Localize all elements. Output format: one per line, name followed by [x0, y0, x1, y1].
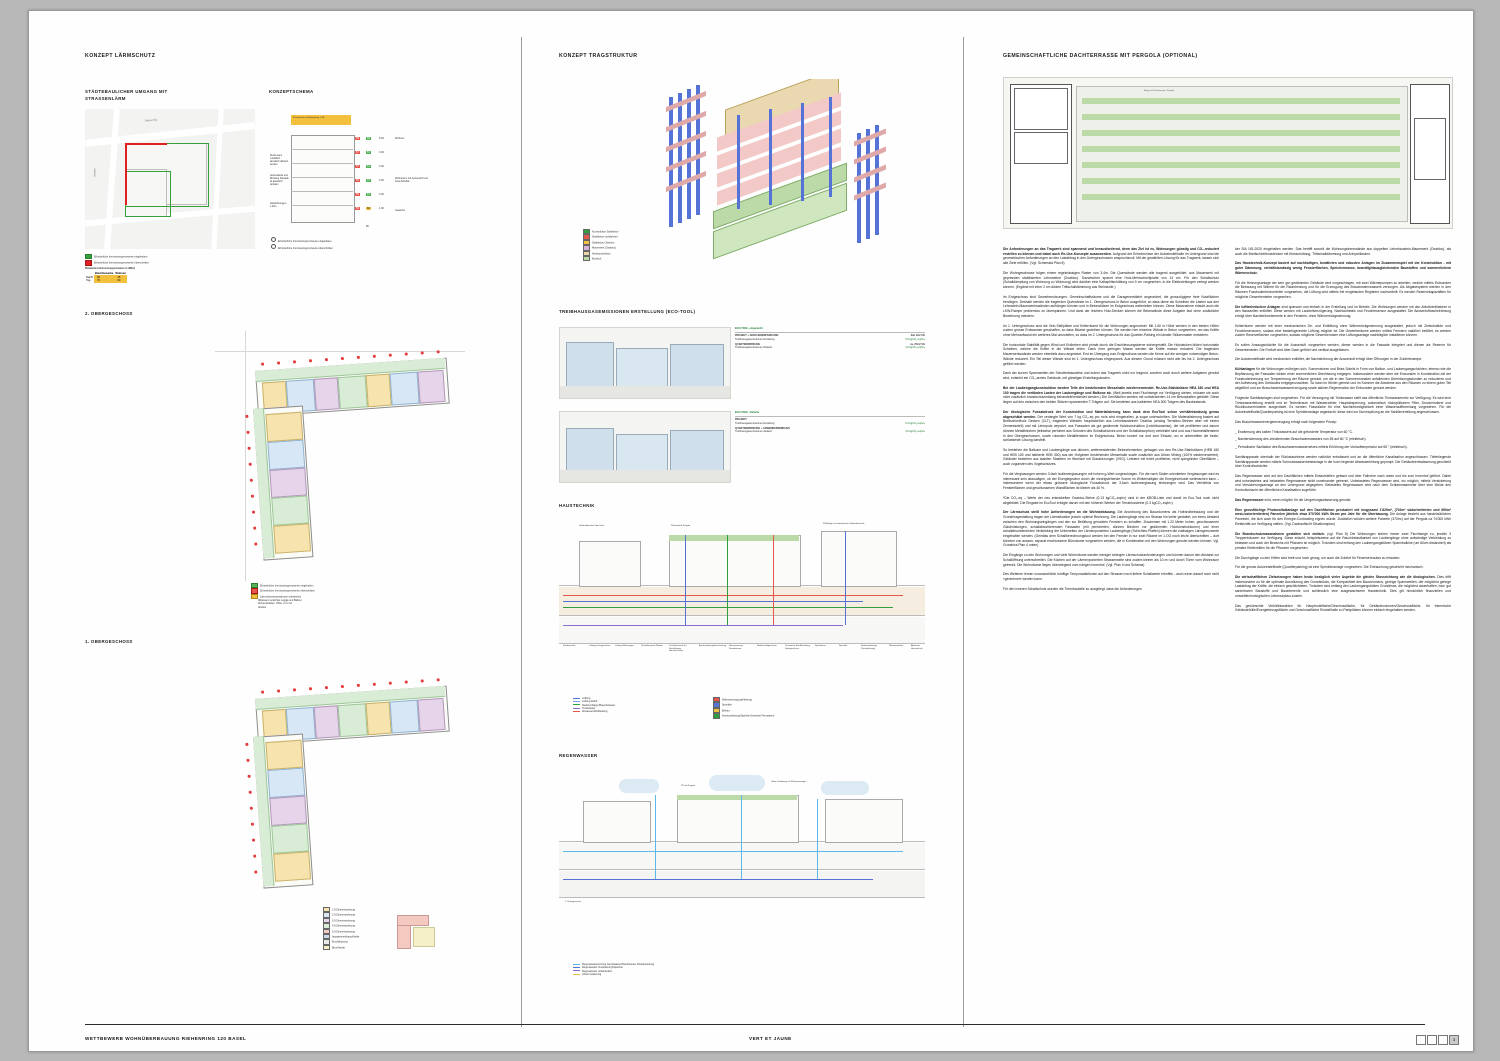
right-text-col-2: der SIA 181:2020 eingehalten werden. Das betrifft sowohl die Wohnungstrennwände aus doppelten Lehmbaustein-Mauerwerk (Oxabloc), als auch die Brettschichtholzdecken mit Kiesschüttung, Trittschalldämmung und Anhydritboden. Das Haustechnik-Konzept basiert auf nachhaltigen, bewährten und robusten Anlagen im Zusammenspiel mit der Konstruktion - mit guter Dämmung, verhältnismässig wenig Fensterflächen, Speichermasse, brandtightausgleichenden Baustoffen und sommerlichem Wärmeschutz. Für die Heizungsanlage der sehr gut gedämmten Gebäude wird vorgeschlagen, mit zwei Wärmepumpen zu arbeiten, welche mittels Erdsonden die Bebauung mit Wärme für die Raumheizung und für die Erzeugung des Brauchwarmwassers versorgen. Als Abgabesystem werden in den Räumen Fussbodenheizverteiler vorgesehen, die Lüftung wird mittels frei eingebauten Registern nachverteilt. Es werden Reservekapazitäten für mögliche Gewerbemieter vorgesehen. Die lufttechnischen Anlagen sind sparsam und einfach in der Erstellung und im Betrieb. Die Wohnungen werden mit den Abluftventilatoren in den Nasszellen entlüftet. Diese werden mit Laufzeitverzögerung, Nachlaufrelais und Feuchtesensor ausgestattet. Die Aussenluftnachströmung erfolgt über Nachströmelemente in den Fenstern, ohne Wärmerückgewinnung. Kellerräume werden mit einer mechanischen De- und Entlüftung ohne Wärmerückgewinnung ausgestattet, jedoch mit Zeitschaltuhr und Feuchtesensoren, sodass eine bedarfsgerechte Lüftung möglich ist. Die Gewerberäume werden mittels Fenstern natürlich belüftet, es werden zudem Reserveflächen vorgesehen, sodass mögliche Gewerbenutzer eine Lüftungsanlage nachträglich installieren können. Es sollen Ansaugschächte für die Aussenluft vorgesehen werden, dieser werden in die Fassade integriert und dienen als Reserve für Gewerbemieter. Die Fortluft wird über Dach geführt und vertikal ausgeblasen. Die Autoeinstellhalle wird mechanisch entlüftet, die Nachströmung der Aussenluft erfolgt über Öffnungen in der Zufahrtsrampe. Kühlanlagen für die Wohnungen erübrigen sich. Sonnenstoren und Brise-Soleils in Form von Balkon- und Laubengangschichten, ebenso wie die Bepflanzung der Fassaden wirken einer sommerlichen Überhitzung entgegen. Insbesondere werden aber die Erdsonden in Kombination mit der Fussbodenheizung zur Temperierung der Räume genutzt, um die in den Sommermonaten anfallenden Überhitzungsstunden zu reduzieren und der Aufheizung des Gebäudes entgegenzuwirken. So kann im Winter geheizt und im Sommer die Abwärme aus den Räumen zu einem guten Teil abgeführt und zur Brauchwarmwassererzeugung sowie aktiven Regeneration der Erdsonden genutzt werden. Folgende Sanitäranlagen sind vorgesehen. Für die Versorgung mit Trinkwasser stellt das öffentliche Trinkwassernetz zur Verfügung. Es wird eine Trinkwasserleitung erstellt und im Technikraum mit Wasserzähler, Hauptabsperrung, automatisch rückspülbarem Filter, Druckminderer und Rückflussverhinderer ausgerüstet. Es werden Fassstücke für eine Nachtrinkmöglichkeit einer Wasserauffbereitung vorgesehen. Für die Autoeinstellhalle/Quartierparking ist eine Sprinkleranlage angedacht, diese wird zur Durchspülung an die Sanitärverteilung angeschlossen. Das Brauchwasserenergieerzeugung erfolgt nach folgendem Prinzip: _ Erwärmung des kalten Trinkwassers auf die geforderte Temperatur von 60 °C. _ Nacherwärmung des zirkulierenden Brauchwarmwassers von 55 auf 60 °C (elektrisch). _ Periodische Sanitation des Brauchwarmwassernetzes mittels Erhöhung der Vorlauftemperatur auf 65 ° (elektrisch). Sanitärapparate oberhalb der Rückstauebene werden natürlich entwässert und an die öffentliche Kanalisation angeschlossen. Tieferliegende Sanitärapparate werden mittels Schmutzwasserhebeanlage in die hoch liegende Abwasserleitung gepumpt. Die Gebäudeentwässerung geschieht über Kontrollschächte. Das Regenwasser wird auf den Dachflächen mittels Einlaufstellen gefasst und über Fallrohre nach unten und bis zum Innenhof geführt. Dabei wird unbelastetes und belastetes Regenwasser strikt voneinander getrennt. Unbelastetes Regenwasser wird, wo möglich, mittels Versickerung und Versickerungsanlage an den Untergrund abgegeben. Belastetes Regenwasser wird nach dem Schlammsammler über eine Mulde den Kontrollschacht der öffentlichen Kanalisation zugeführt. Das Regenwasser wird, wenn möglich für die Umgebungswässerung genutzt. Eine grossflächige Photovoltaikanlage auf den Dachflächen produziert mit insgesamt 1'829m², (702m² südorientierten und 690m² west-/ostorientierten) Paneelen jährlich etwa 370'000 kWh Strom pro Jahr für die Überbauung. Die Anlage besteht aus handelsüblichen Paneelen, die sich auch für den Energie-Contracting eignen würde. Zusätzlich würden weitere Paneele (370m²) auf der Pergola ca 74'000 kWh Elektrizität zur Verfügung stellen. (Vgl. Dachaufsicht Situationsplan) Die Brandschutzmassnahmen gestalten sich einfach. (vgl. Plan 8) Die Wohnungen stehen immer zwei Fluchtwege zu, jeweils 3 Treppenhäusern zur Verfügung. Diese erlaubt, beispielsweise auf die Rauchbelastbarkeit von Laubengänge ohne aufwändige Verkleidung zu belassen und auch der Bewuchs mit Pflanzen ist möglich. Trotzdem sind entlang den Laubengangstützen Spannbalkine (um 60cm distanziert) als primäre Kletterhilfen für die Pflanzen vorgesehen. Die Durchgänge zu den Höfen sind breit und hoch genug, um auch die Zufahrt für Feuerwehrautos zu erlauben. Für die grosse Autoeinstellhalle (Quartierparking) ist eine Sprinkleranlage vorgesehen. Die Entrauchung geschieht mechanisch. Die wirtschaftlichen Zielsetzungen haben heute bezüglich vieler Aspekte die gleiche Stossrichtung wie die ökologischen. Dies trifft insbesondere zu für die optimale Ausnützung des Grundstücks, die Kompaktheit des Bauvolumens, geringe Spannweiten, der möglichst geringe Lastabtrag der Kräfte, die einfach geschlichteten, Trotzdem sind entlang den Laubengangstützen Grundrisse, die möglichst dauerhaften, bzw. gut sanierbaren Baustoffe und Bauelemente und schliesslich eine ausgewachsene Haustechnik. Dies gilt hinsichtlich finanziellen und umwelttechnologischen Lebenszyklus-kosten. Das gewünschte Verhältniszahlen für Hauptnutzfläche/Geschossfläche, für Gebäudevolumen/Geschossfläche, für thermische Gebäudehülle/Energiebezugsfläche und Geschossfläche Einstellhalle zu Parkplätzen können einfach eingehalten werden. [1235, 247, 1452, 613]
roof-terrace-plan: Etage mit Dachterrasse, Pergola [1003, 77, 1453, 229]
thg-table-2: ECO-TOOL, Variante PROJEKT Treibhausgasemissionen Erstellung 6.4 kgCO₂-eq/m²ₐ QUARTIERWIRKUNG + ANWENDERWIRKUNG Treibhausgasemissionen Zielwert 3.9 kgCO₂-eq/m²ₐ [735, 411, 925, 433]
left-sub2: KONZEPTSCHEMA [269, 89, 314, 94]
right-text-col-1: Die Anforderungen an das Tragwerk sind spannend und herausfordernd, denn das Ziel ist es, Wohnungen günstig und CO₂-reduziert erstellen zu können und dabei auch Re-Use-Konzepte auszuwerden. Aufgrund der Erfordernisse der Autoeinstellhalle im Untergrund sind die geometrischen Anforderungen an den Lastabtrag in den Untergeschossen anspruchsvoll. Mit der gewählten Lösung für das Tragwerk, lassen sich alle Ziele erfüllen. (Vgl. Schemata Plan 8) Die Wohngeschosse folgen einem regelmässigen Raster von 3.4m. Die Querwände werden alle tragend ausgebildet, aus Mauerwerk mit gepressten stabilisierten Lehmsteine (Oxabloc). Dazwischen spannt eine Holz-Mehrschichtplatte von 14 cm. Für den Schallschutz (Schalldämpfung von Wohnung zu Wohnung) wird darüber eine Kalksplittschüttung von 9 cm vorgesehen, in die Elektroleitungen verlegt werden können. (Ergänzt mit einer 2 cm dicken Trittschalldämmung aus Steinwolle.) Im Erdgeschoss sind Gewerbenutzungen, Gemeinschaftsräume und die Garagenerstfahrt angeordnet, die grosszügigere freie Nutzflächen benötigen. Deshalb werden die tragenden Querwände im 1. Obergeschoss in Beton ausgeführt, so dass diese als Scheiben die Lasten aus den Lehmstein-Mauerwerkswänden aufhängen können und in Betonstützen im Erdgeschoss weiterleiten können. Diese Massnahme erlaubt auch die LKW-Rampe problemlos zu überspannen. Und dank der leichten Holz-Decken können die Betonwände diese Aufgabe fast ohne zusätzliche Bewehrung meistern. Im 1. Untergeschoss sind die Velo-Stellplätze und Kellerräume für die Wohnungen angeordnet. Mit 1.60 m Höhe werden in den beiden Höfen zudem grosse Erdwannen geschaffen, so dass Bäume gedeihen können. Sie werden hier einzelne Wände in Beton vorgesehen, um das Kräfte ohne Mehraufwand ein weiteres Mal umzuleiten, so dass im 2. Untergeschoss für das Quartier-Parking ein idealer Stützenraster entstehen. Die horizontale Stabilität gegen Wind und Erdbeben wird primär durch die Erschliessungskerne sichergestellt. Die Holzdecken bilden horizontale Scheiben, welche die Kräfte in die Wände leiten. Dank ihrer geringen Masse werden die Kräfte massiv reduziert. Die tragenden Mauerwerkswände werden ebenfalls dazu angesetzt. Erst im Übergang zum Erdgeschoss werden die Kerne auf die wenigen notwendigen Beton-Wände reduziert. Ein Teil dieser Wände sind im 1. Untergeschoss eingespannt. Aus diesem Grund müssen nicht alle bis ins 2. Untergeschoss geführt werden. Dank der kurzen Spannweiten der Schottenbauweise und indem das Tragwerk nicht nur tragend, sondern auch durch weitere Aufgaben genutzt wird, entsteht ein CO₂-armes Gebäude, mit günstigen Erstellungskosten. Bei der Laubengangkonstruktion werden Teile der bestehenden Messehalle wiederverwendet. Re-Use-Stahlstützen HEA 160 und HEA 100 tragen die vertikalen Lasten der Laubengänge und Balkone ab. (Weil jeweils zwei Fluchtwege zur Verfügung stehen, müssen sie auch nicht zusätzlich brandschutzmässig behandelt/verkleidet werden.) Die Geniflächen werden mit vorfabrizierten 14 cm Betonplatten gebildet. Diese liegen auf den zwischen den beiden Stützen spannenden T-Trägern auf. Sie bestehen aus halbierten HEA 300 Trägern des Baubestands. Der ökologische Fussabdruck der Konstruktion und Materialisierung kann dank dem EcoTool schon verhältnismässig genau abgeschätzt werden. Der verlangte Wert von 7 kg CO₂-eq pro m²/a wird eingehalten, ja sogar unterschritten. Die Materialisierung basiert auf Brettschichtholz Decken (CLT), tragenden Wänden hauptsächlich aus Lehmbausteinen Oxabloc (analog Terrabloc-Steinen aber mit einem Zementanteil) und mit Lehmputz verputzt, aus Fassaden als gut gedämmte Holzkonstruktion (Leichtbauweise), die mit profilierten und darum dünnen Metallblechen (teilweise perforiert aus Gründen des Schallschutzes und der Schallabsorption) verkleidet sind und aus Holzmetallfenstern in den Obergeschossen, sowie robusten Metallfenstern im Erdgeschoss. Beton kommt nur dort zum Einsatz, wo er unbestritten die beste, schlankeste Lösung darstellt. So bestehen die Balkone und Laubengänge aus dünnen, wetterresistenten Betonelementen, getragen von den Re-Use-Stahlstützen (HEB 180 und HEB 100 und halbierte HEB 300) aus der Hofgeben bestehender Messehalle sowie zusätzlich aus Urban Mining (100% wiederverwertet). Geländer bestehen aus stabilen Staketen im Wechsel mit Glaskürzungen (VSG). Letztere mit leicht profilierter, nicht spiegelnder Oberfläche – auch zugunsten des Vogelschutzes. Für die Verglasungen werden 3-fach Isolierverglasungen mit hohem g-Wert vorgeschlagen. Für die nach Süden orientierten Verglasungen wird es interessant sein abzuwägen, ob der Energiegewinn durch die niedrigstehende Sonne im Winterhalbjahr die Energieverluste wettmachen kann – insbesondere wenn der etwas grössere ökologische Fussabdruck der 3-fach Isolierverglasung einbezogen wird. Das Verhältnis von Fensterflächen und geschlossenen Wandflächen ist kleiner als 40 %. *Die CO₂-eq – Werte der neu entwickelten Oxabloc-Steine (0.13 kgCO₂-eq/m²) sind in der KBOB-Liste und damit im Eco-Tool noch nicht abgebildet. Die Eingabe im EcoTool erfolgte darum mit den höheren Werten der Terrablocsteine (0.3 kgCO₂-eq/m²). Der Lärmschutz stellt hohe Anforderungen an die Wohnbebauung. Die Anordnung des Bauvolumens als Hofrandbebauung und die Grundrissgestaltung tragen der Lärmsituation jedoch optimal Rechnung. Die Laubengänge sind zur Strasse hin keller gestaltet, um einen Abstand zwischen den Wohnungseingängen und den zur Belüftung genutzten Fenstern zu schaffen. Zusammen mit 1.20 Meter hohen, geschlossenen Glasbrüstungen, schallabsorbierenden Fassaden (mit perforierten, dünnen Blechen vor gedämmten Holzkonstruktionen) und einer schallabsorbierenden Verkleidung der Unterseiten der Lärmexponierten Laubengänge (Schichtes-Platten) können die zulässigen Lärmgrenzwerte eingehalten werden. (Gemäss dem Schallberechnungstool werden bei den Fenster in nur zwei Räume im 1.OG noch leicht überschritten – dort könnten von aussen, separat erschlossene Büroräume vorgesehen werden, die in Kombination mit den Wohnungen genutzt werden können. Vgl. Grundriss Plan 4 unten) Die Eingänge zu den Wohnungen und viele Wohnräume werden weniger strengen Lärmschutzanforderungen und können darum den Abstand zur Schallöffnung unterschreiten. Die Küchen auf der Lärmexponierten Strassenseite sind zudem kleiner als 10 m² und durch Türen vom Wohnraum getrennt. Die Wohnräume liegen überwiegend zum ruhigen Innenhof. (Vgl. Plan 4 und Schema) Des Weiteren lernen voraussichtlich künftige Temporadaktionen auf den Strassen noch tiefere Schallwerte erhoffen - auch wenn darauf noch nicht «gerechnet» werden kann. Für den inneren Schallschutz wurden die Trennbauteile so ausgelegt, dass die Anforderungen [1003, 247, 1220, 591]
haustechnik-legend-right: Wärmeerzeugung/Heizung Sprinkler Elektro Ausstossleitung/Sprinkler/Gewerbe Fernwärme [713, 697, 853, 719]
page-indicator [1416, 1035, 1459, 1045]
haustechnik-section: Kernbereiche Lüftung Untergeschoss Lüftung Wohnungen Technikzentrale Wärme Technikzentrale für Verteilleitung Hausanschluss Ausstossleitung/Versickerung Überspannung Grundwasser Niederschlagswasser Technische Ein-/Ausleitung Untergeschoss Spritzbeton Sprinkler Erdwärmebeitrag (Zentralleitung) Wärmeverteiler Abwasser Haustechnik Gebäudetechnik über Dach Photovoltaik Pergola PV-Anlage auf zentralisierte Gebäudetechnik [559, 521, 925, 691]
scheme-right-values: 59 57 57 57 57 60 [367, 137, 370, 210]
unit-legend: 1.5-Zimmerwohnung 2.5-Zimmerwohnung 3.5-Zimmerwohnung 4.5-Zimmerwohnung 5.5-Zimmerwohnung Appartementhaus/Atelier Erschliessung Büro/Atelier [323, 907, 360, 950]
regenwasser-title: REGENWASSER [559, 753, 598, 758]
floorplan-1og [85, 659, 485, 919]
footer-motto: VERT ET JAUNE [749, 1036, 792, 1041]
page-box-1 [1416, 1035, 1426, 1045]
noise-legend: Erforderliche Immissionsgrenzwerte eingehalten Erforderliche Immissionsgrenzwerte überschritten [85, 254, 149, 266]
left-sub1: STÄDTEBAULICHER UMGANG MIT STRASSENLÄRM [85, 89, 168, 101]
page-box-3 [1438, 1035, 1448, 1045]
regenwasser-legend: Regenwassernutzung Grundwasser/Dachwasser Direkteinleitung Regenwasser Versickerung/Speicher Regenwasser unbehandelt Urban Gardening [573, 963, 723, 976]
page-box-2 [1427, 1035, 1437, 1045]
mid-title: KONZEPT TRAGSTRUKTUR [559, 53, 638, 59]
footer-project-title: WETTBEWERB WOHNÜBERBAUUNG RIEHENRING 120 BASEL [85, 1036, 247, 1041]
haustechnik-legend-left: Lüftung Lüftung Abluft Niederschlags-/Brauchwasser Trinkwasser Abwasser/Abluftleitung [573, 697, 693, 713]
right-title: GEMEINSCHAFTLICHE DACHTERRASSE MIT PERGOLA (OPTIONAL) [1003, 53, 1198, 59]
noise-situation-map: Riehenring Strasse [85, 109, 255, 249]
regenwasser-section: PV mit Pergola Urban Gardening mit Pflanzenreinigen 1. Untergeschoss [559, 771, 925, 951]
left-title: KONZEPT LÄRMSCHUTZ [85, 53, 156, 59]
thg-render-2 [559, 411, 731, 483]
noise-values-table: Planwerte Immissionsgrenzwerte in dB(A) Büro/Gewerbe Wohnen Nacht 60 45 Tag 70 60 [85, 267, 135, 283]
scheme-left-values: 58 57 57 56 56 55 [356, 137, 359, 210]
presentation-board [28, 10, 1474, 1052]
scheme-scale: 6.00 3.00 3.00 3.00 3.00 1.00 [379, 137, 384, 210]
thg-table-1: ECO-TOOL, eingereicht PROJEKT + AKRO-INSERFARIKUNG Ziel 19.2 UG Treibhausgasemissionen Erstellung 6.0 kgCO₂-eq/m²ₐ QUARTIERWIRKUNG ca. 272.2 UG Treibhausgasemissionen Zielwert 4.0 kgCO₂-eq/m²ₐ [735, 327, 925, 349]
thg-title: TREIBHAUSGASEMISSIONEN ERSTELLUNG (ECO-TOOL) [559, 309, 696, 314]
plan1-title: 1. OBERGESCHOSS [85, 639, 133, 644]
plan-legend: Erforderliche Immissionsgrenzwerte eingehalten Erforderliche Immissionsgrenzwerte überschritten Lärmschutzmassnahmen erforderlich Mittelwert verdichtet Loggia und Balkon Alchemistisdec. Höhe +1.0 m2 Akustis [251, 583, 371, 609]
key-plan [397, 909, 443, 949]
plan2-title: 2. OBERGESCHOSS [85, 311, 133, 316]
structure-legend: Konstruktion Stahlbeton Stahlbeton vorfabriziert Stahlbeton Ortbeton Mauerwerk (Oxabloc) Holzkonstruktion Erdreich [583, 229, 619, 261]
noise-section-scheme: Erforderliche Falldämpfung 7 dB Decke kann zusätzlich akustisch aktiviert werden Seitenwände und Brüstung Fassade ist akustisch wirksam Glasbrüstungen 1.20m 58 57 57 56 56 55 59 57 57 57 57 60 6.00 3.00 3.00 3.00 3.00 1.00 Wohnen Wohnraum mit Aussenluft von zwei Aktivität Gewerbe 80 Erforderliche Immissionsgrenzwerte eingehalten Erforderliche Immissionsgrenzwerte überschritten [270, 116, 429, 251]
floorplan-2og [85, 331, 485, 581]
haustechnik-title: HAUSTECHNIK [559, 503, 595, 508]
thg-render-1 [559, 327, 731, 399]
page-box-current: 3 [1449, 1035, 1459, 1045]
